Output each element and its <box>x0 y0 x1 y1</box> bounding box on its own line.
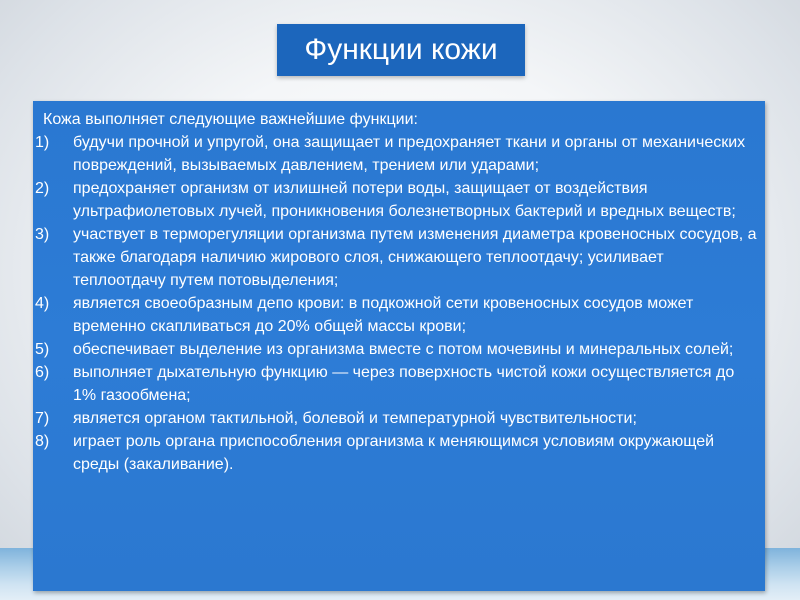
list-item <box>33 430 765 476</box>
page-title: Функции кожи <box>304 33 498 66</box>
list-item-text: будучи прочной и упругой, она защищает и предохраняет ткани и органы от механических повреждений, вызываемых давлением, трением или ударами; <box>73 134 746 174</box>
list-item <box>33 131 765 177</box>
list-item-number: 5) <box>35 341 50 358</box>
title-box <box>277 24 525 76</box>
list-item-number: 7) <box>35 410 50 427</box>
list-item <box>33 177 765 223</box>
list-item-number: 6) <box>35 364 50 381</box>
functions-list <box>33 131 765 476</box>
list-item-text: участвует в терморегуляции организма путем изменения диаметра кровеносных сосудов, а также благодаря наличию жирового слоя, снижающего теплоотдачу; усиливает теплоотдачу путем потовыделения; <box>73 226 757 289</box>
list-item-text: выполняет дыхательную функцию — через поверхность чистой кожи осуществляется до 1% газообмена; <box>73 364 735 404</box>
list-item-number: 8) <box>35 433 50 450</box>
list-item-number: 2) <box>35 180 50 197</box>
list-item-text: является своеобразным депо крови: в подкожной сети кровеносных сосудов может временно скапливаться до 20% общей массы крови; <box>73 295 694 335</box>
list-item <box>33 338 765 361</box>
list-item-text: является органом тактильной, болевой и температурной чувствительности; <box>73 410 637 427</box>
list-item-number: 4) <box>35 295 50 312</box>
list-item-text: обеспечивает выделение из организма вместе с потом мочевины и минеральных солей; <box>73 341 734 358</box>
list-item <box>33 407 765 430</box>
list-item <box>33 223 765 292</box>
intro-text: Кожа выполняет следующие важнейшие функции: <box>43 111 418 128</box>
list-item-text: играет роль органа приспособления организма к меняющимся условиям окружающей среды (закаливание). <box>73 433 715 473</box>
list-item-number: 3) <box>35 226 50 243</box>
content-box <box>33 101 765 591</box>
list-item <box>33 292 765 338</box>
list-item-text: предохраняет организм от излишней потери воды, защищает от воздействия ультрафиолетовых лучей, проникновения болезнетворных бактерий и вредных веществ; <box>73 180 736 220</box>
list-item <box>33 361 765 407</box>
list-item-number: 1) <box>35 134 50 151</box>
